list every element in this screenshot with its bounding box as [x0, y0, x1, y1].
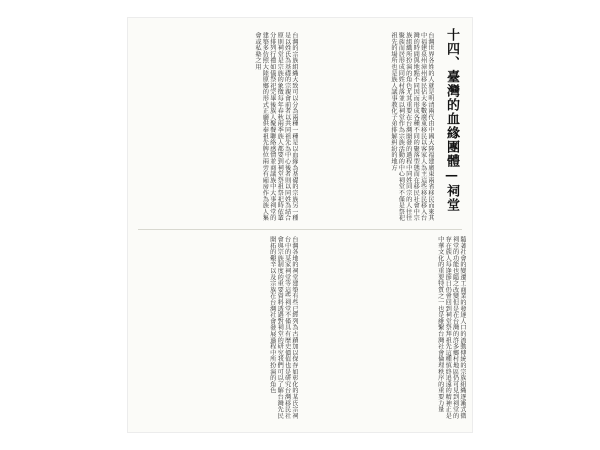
page-title: 十四、臺灣的血緣團體—祠堂	[444, 28, 459, 212]
scanned-page	[128, 18, 472, 432]
text-column-right-top: 台灣世界各姓的人就是明清兩代由中國大陸福建廣東兩省移民而來其中福建泉州漳州移民佔大多數廣東移民以客家人為主這些移民移入台灣的時間與地點不同因而形成各種不同的聚落型態而在移民社會中宗族組織所扮演的角色尤其重要在台灣開發的過程中同姓同宗的人往往聚族而居形成同姓村落並以祠堂作為宗族活動的中心祠堂不僅是祭祀祖先的場所也是族人議事教化子弟排解糾紛的地方	[389, 32, 434, 221]
text-column-left-bottom: 台灣各地的祠堂建築有些已經列為古蹟加以保存如彰化的某氏宗祠台中的某家祠堂等這些祠堂不僅具有歷史價值也是研究台灣移民社會與宗族制度的重要資料透過對祠堂的研究我們可以了解台灣先民開拓的艱辛以及宗族在台灣社會發展過程中所扮演的角色	[268, 236, 298, 419]
section-divider	[138, 229, 462, 230]
text-column-left-top: 台灣的宗族組織大致可以分為兩種一種是以血緣為基礎的宗族另一種是以姓氏為基礎的宗親會前者以共同祖先為中心後者則以同姓為結合原則祠堂是宗族的象徵每年春秋兩季族人都要到祠堂祭祖祭祀時依輩分排列行禮如儀祭祀完畢後族人聚餐聯絡感情並商議族中大事祠堂的建築多仿照大陸原鄉的形式正廳供奉祖先牌位兩旁有廂房作為族人集會或私塾之用	[253, 32, 298, 221]
text-column-right-bottom: 隨著社會的變遷工商業的發達人口的流動傳統的宗族組織逐漸式微祠堂的功能也隨之改變但是在台灣的許多鄉村地區仍可見到祠堂的存在族人每逢節日仍會回到祠堂祭拜祖先這種慎終追遠的精神正是中華文化的重要特質之一也是維繫台灣社會倫理秩序的重要力量	[436, 236, 466, 419]
